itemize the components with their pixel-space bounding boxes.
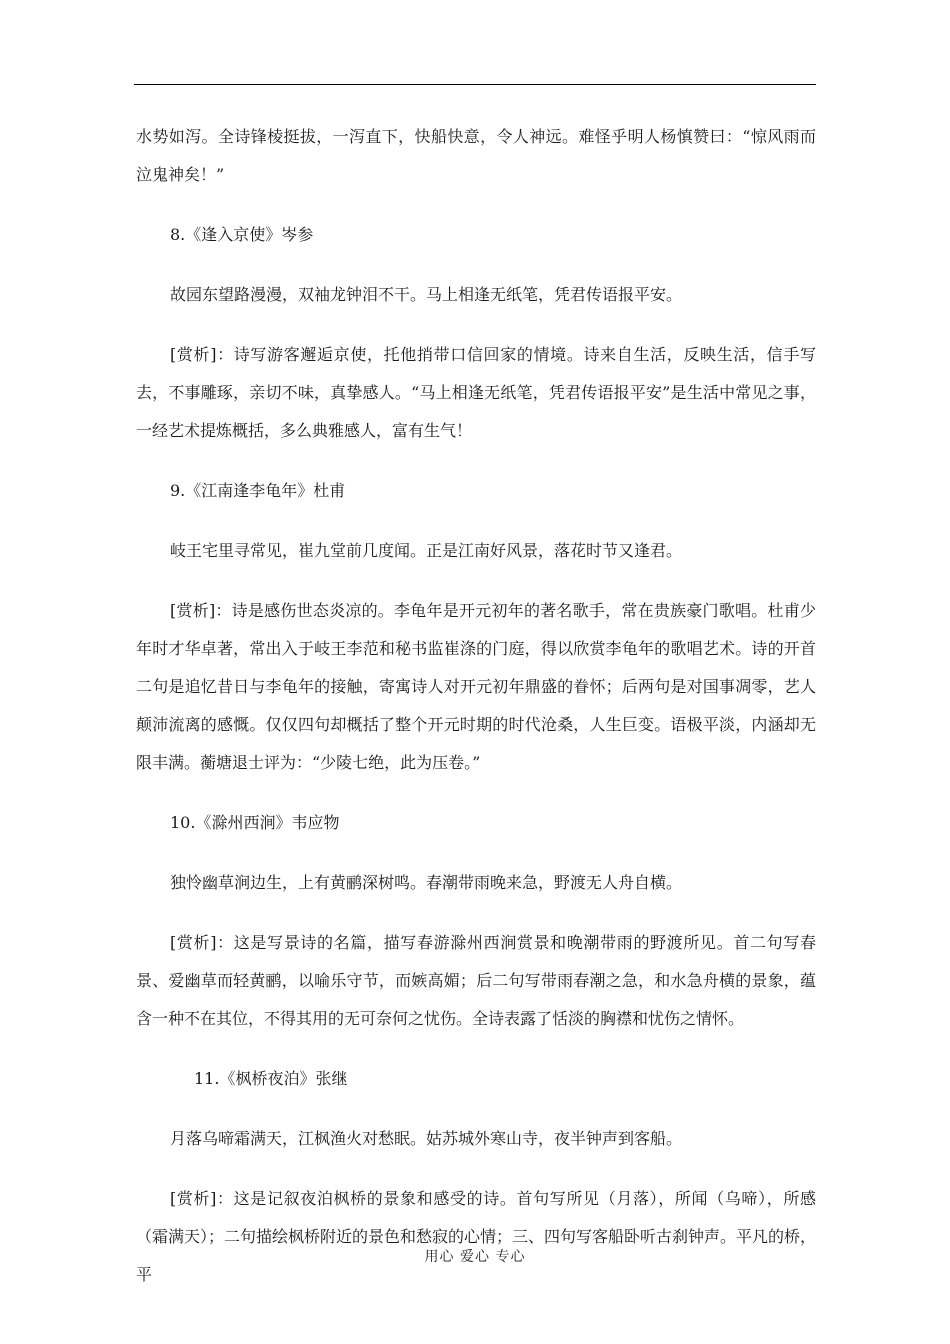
spacer (136, 570, 816, 592)
spacer (136, 314, 816, 336)
poem-text-9: 岐王宅里寻常见，崔九堂前几度闻。正是江南好风景，落花时节又逢君。 (170, 541, 683, 560)
spacer (136, 1098, 816, 1120)
poem-heading-10: 10.《滁州西涧》韦应物 (170, 813, 340, 832)
spacer (136, 1038, 816, 1060)
poem-analysis-11: [赏析]：这是记叙夜泊枫桥的景象和感受的诗。首句写所见（月落），所闻（乌啼），所感（霜满天）；二句描绘枫桥附近的景色和愁寂的心情；三、四句写客船卧听古刹钟声。平凡的桥，平 (136, 1189, 817, 1284)
spacer (136, 902, 816, 924)
spacer (136, 842, 816, 864)
poem-text-8: 故园东望路漫漫，双袖龙钟泪不干。马上相逢无纸笔，凭君传语报平安。 (170, 285, 683, 304)
page-footer: 用心 爱心 专心 (424, 1249, 526, 1265)
spacer (136, 510, 816, 532)
spacer (136, 254, 816, 276)
spacer (136, 450, 816, 472)
poem-analysis-9: [赏析]：诗是感伤世态炎凉的。李龟年是开元初年的著名歌手，常在贵族豪门歌唱。杜甫少年时才华卓著，常出入于岐王李范和秘书监崔涤的门庭，得以欣赏李龟年的歌唱艺术。诗的开首二句是追忆昔日与李龟年的接触，寄寓诗人对开元初年鼎盛的眷怀；后两句是对国事凋零，艺人颠沛流离的感慨。仅仅四句却概括了整个开元时期的时代沧桑，人生巨变。语极平淡，内涵却无限丰满。蘅塘退士评为：“少陵七绝，此为压卷。” (136, 601, 816, 772)
poem-analysis-10: [赏析]：这是写景诗的名篇，描写春游滁州西涧赏景和晚潮带雨的野渡所见。首二句写春景、爱幽草而轻黄鹂，以喻乐守节，而嫉高媚；后二句写带雨春潮之急，和水急舟横的景象，蕴含一种不在其位，不得其用的无可奈何之忧伤。全诗表露了恬淡的胸襟和忧伤之情怀。 (136, 933, 816, 1028)
poem-text-11: 月落乌啼霜满天，江枫渔火对愁眠。姑苏城外寒山寺，夜半钟声到客船。 (170, 1129, 683, 1148)
poem-heading-11: 11.《枫桥夜泊》张继 (194, 1069, 348, 1088)
spacer (136, 1158, 816, 1180)
continuation-paragraph: 水势如泻。全诗锋棱挺拔，一泻直下，快船快意，令人神远。难怪乎明人杨慎赞曰：“惊风雨而泣鬼神矣！” (136, 127, 816, 184)
poem-heading-8: 8.《逢入京使》岑参 (170, 225, 314, 244)
document-body (136, 118, 816, 1294)
poem-heading-9: 9.《江南逢李龟年》杜甫 (170, 481, 346, 500)
header-rule (134, 84, 816, 85)
spacer (136, 782, 816, 804)
poem-text-10: 独怜幽草涧边生，上有黄鹂深树鸣。春潮带雨晚来急，野渡无人舟自横。 (170, 873, 683, 892)
spacer (136, 194, 816, 216)
poem-analysis-8: [赏析]：诗写游客邂逅京使，托他捎带口信回家的情境。诗来自生活，反映生活，信手写去，不事雕琢，亲切不味，真挚感人。“马上相逢无纸笔，凭君传语报平安”是生活中常见之事，一经艺术提炼概括，多么典雅感人，富有生气！ (136, 345, 816, 440)
